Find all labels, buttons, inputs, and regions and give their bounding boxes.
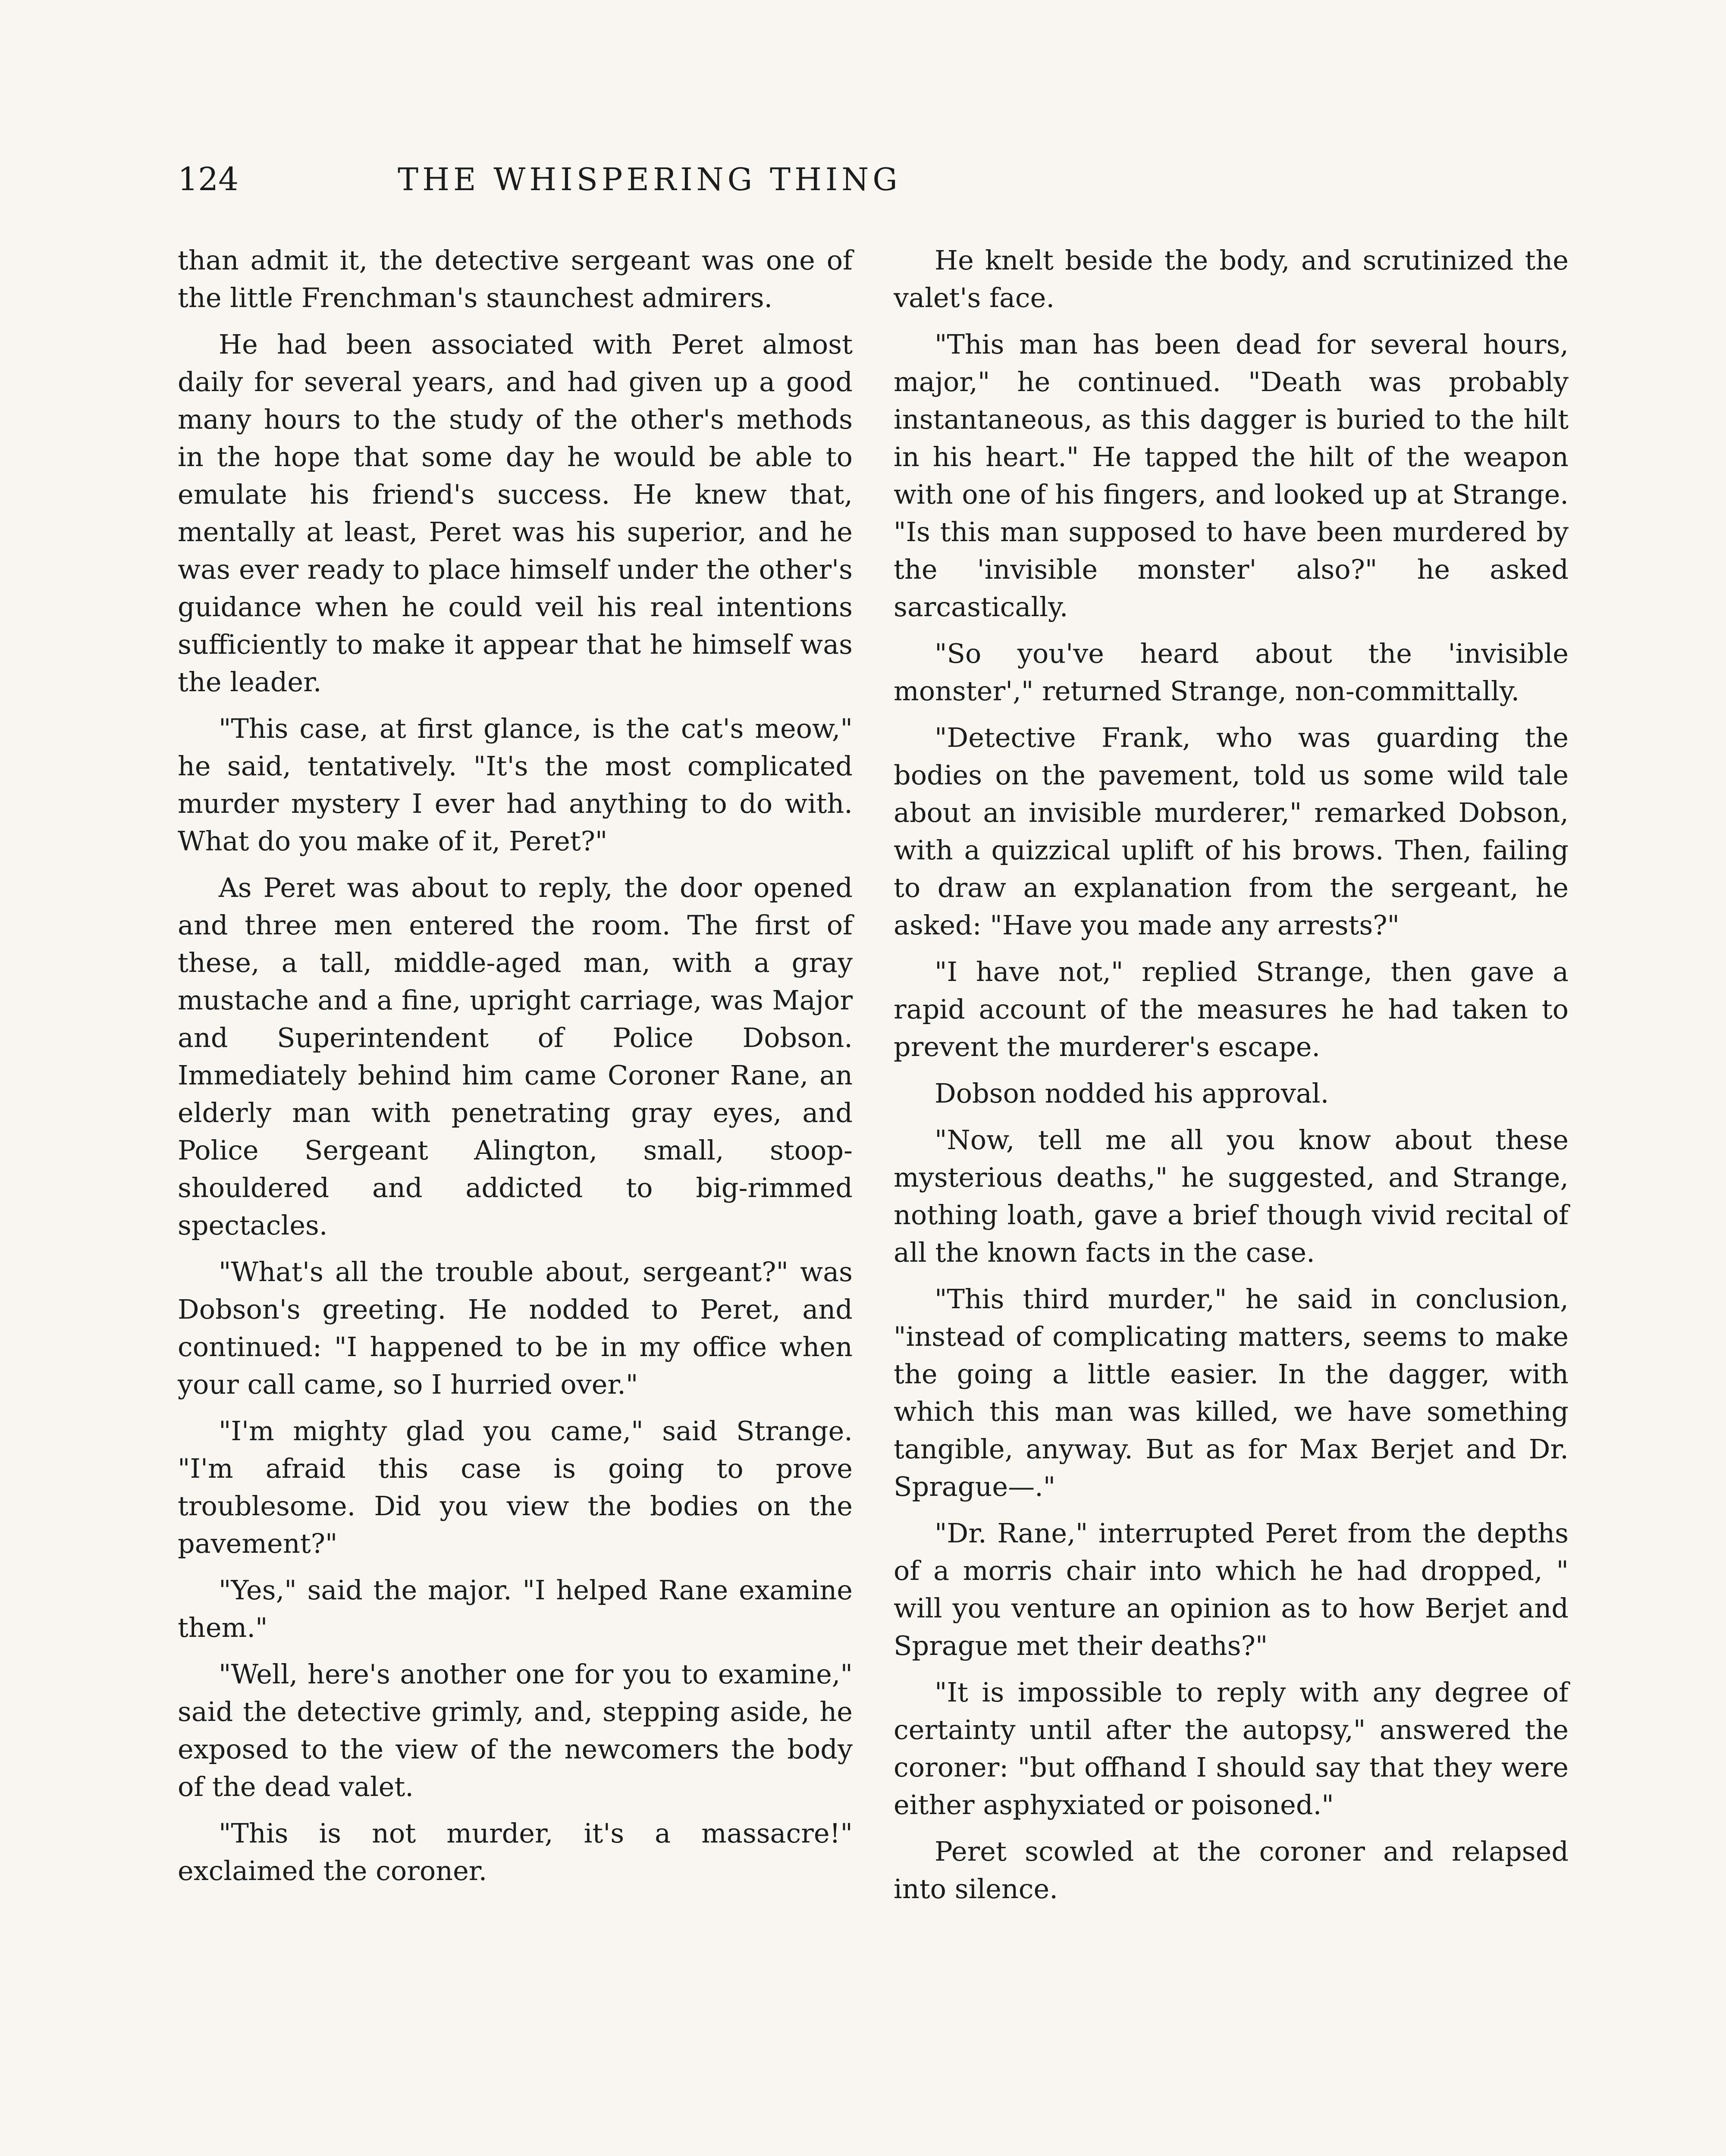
paragraph: He knelt beside the body, and scrutinized the valet's face. (894, 244, 1569, 313)
paragraph: "This is not murder, it's a massacre!" exclaimed the coroner. (178, 1818, 853, 1887)
paragraph: "So you've heard about the 'invisible monster'," returned Strange, non-committally. (894, 638, 1569, 707)
paragraph: "Dr. Rane," interrupted Peret from the depths of a morris chair into which he had dropped, " will you venture an opinion as to how Berjet and Sprague met their deaths?" (894, 1517, 1569, 1661)
paragraph: "This third murder," he said in conclusion, "instead of complicating matters, seems to make the going a little easier. In the dagger, with which this man was killed, we have something tangible, anyway. But as for Max Berjet and Dr. Sprague—." (894, 1283, 1569, 1502)
paragraph: "This case, at first glance, is the cat's meow," he said, tentatively. "It's the most complicated murder mystery I ever had anything to do with. What do you make of it, Peret?" (178, 713, 853, 857)
paragraph: As Peret was about to reply, the door opened and three men entered the room. The first of these, a tall, middle-aged man, with a gray mustache and a fine, upright carriage, was Major and Superintendent of Police Dobson. Immediately behind him came Coroner Rane, an elderly man with penetrating gray eyes, and Police Sergeant Alington, small, stoop-shouldered and addicted to big-rimmed spectacles. (178, 872, 853, 1241)
paragraph: "Detective Frank, who was guarding the bodies on the pavement, told us some wild tale about an invisible murderer," remarked Dobson, with a quizzical uplift of his brows. Then, failing to draw an explanation from the sergeant, he asked: "Have you made any arrests?" (894, 722, 1569, 941)
paragraph: "I'm mighty glad you came," said Strange. "I'm afraid this case is going to prove troublesome. Did you view the bodies on the pavement?" (178, 1415, 853, 1559)
paragraph: He had been associated with Peret almost daily for several years, and had given up a good many hours to the study of the other's methods in the hope that some day he would be able to emulate his friend's success. He knew that, mentally at least, Peret was his superior, and he was ever ready to place himself under the other's guidance when he could veil his real intentions sufficiently to make it appear that he himself was the leader. (178, 329, 853, 698)
paragraph: "This man has been dead for several hours, major," he continued. "Death was probably instantaneous, as this dagger is buried to the hilt in his heart." He tapped the hilt of the weapon with one of his fingers, and looked up at Strange. "Is this man supposed to have been murdered by the 'invisible monster' also?" he asked sarcastically. (894, 329, 1569, 623)
paragraph: Dobson nodded his approval. (935, 1078, 1329, 1109)
paragraph: "It is impossible to reply with any degree of certainty until after the autopsy," answered the coroner: "but offhand I should say that they were either asphyxiated or poisoned." (894, 1677, 1569, 1821)
running-title: THE WHISPERING THING (398, 161, 901, 197)
paragraph: "I have not," replied Strange, then gave a rapid account of the measures he had taken to prevent the murderer's escape. (894, 956, 1569, 1062)
page-number: 124 (178, 161, 239, 198)
paragraph: Peret scowled at the coroner and relapsed into silence. (894, 1836, 1569, 1905)
right-column (894, 241, 1569, 1917)
paragraph: "Now, tell me all you know about these mysterious deaths," he suggested, and Strange, nothing loath, gave a brief though vivid recital of all the known facts in the case. (894, 1124, 1569, 1268)
page-header (178, 159, 1121, 206)
paragraph: "What's all the trouble about, sergeant?" was Dobson's greeting. He nodded to Peret, and continued: "I happened to be in my office when your call came, so I hurried over." (178, 1256, 853, 1400)
paragraph: than admit it, the detective sergeant was one of the little Frenchman's staunchest admirers. (178, 244, 853, 313)
left-column (178, 241, 853, 1899)
paragraph: "Well, here's another one for you to examine," said the detective grimly, and, stepping aside, he exposed to the view of the newcomers the body of the dead valet. (178, 1658, 853, 1802)
paragraph: "Yes," said the major. "I helped Rane examine them." (178, 1574, 853, 1643)
